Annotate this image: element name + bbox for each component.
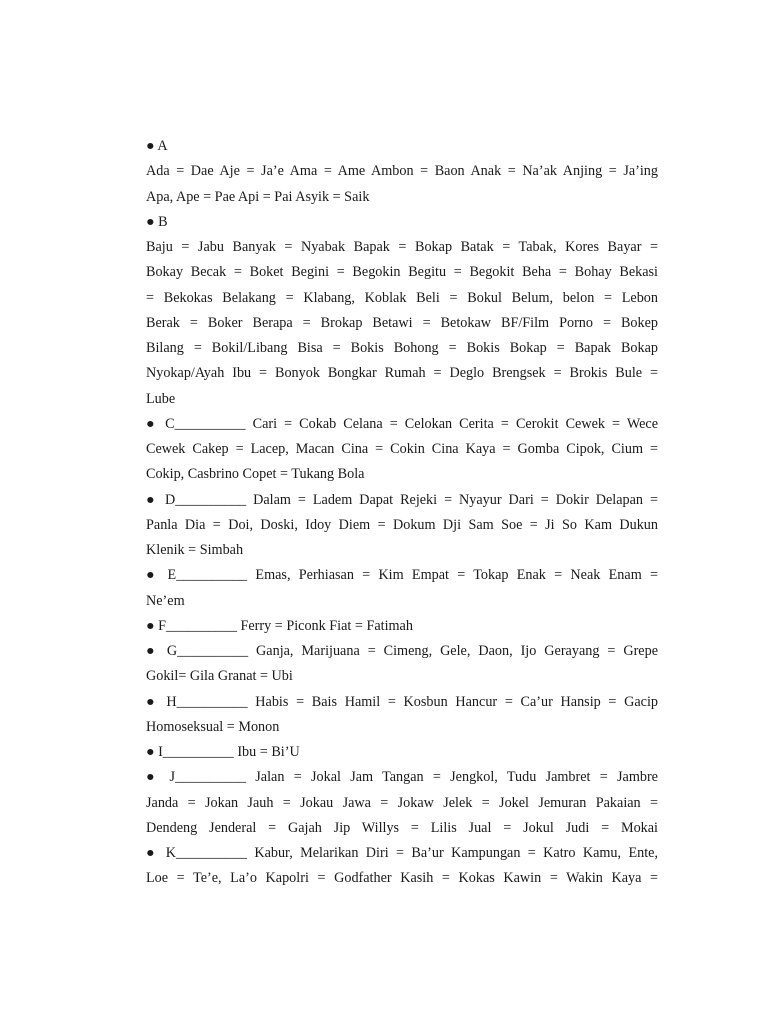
text-line: Cewek Cakep = Lacep, Macan Cina = Cokin Cina Kaya = Gomba Cipok, Cium = xyxy=(146,441,658,457)
text-line: Bilang = Bokil/Libang Bisa = Bokis Bohong = Bokis Bokap = Bapak Bokap xyxy=(146,340,658,356)
text-line: Lube xyxy=(146,390,176,407)
text-line: Ne’em xyxy=(146,592,185,609)
section-i-line: ● I__________ Ibu = Bi’U xyxy=(146,744,300,760)
section-j-line: ● J__________ Jalan = Jokal Jam Tangan = Jengkol, Tudu Jambret = Jambre xyxy=(146,769,658,786)
section-heading-a: ● A xyxy=(146,138,168,154)
text-line: Cokip, Casbrino Copet = Tukang Bola xyxy=(146,466,365,483)
text-line: Homoseksual = Monon xyxy=(146,718,280,735)
section-h-line: ● H__________ Habis = Bais Hamil = Kosbun Hancur = Ca’ur Hansip = Gacip xyxy=(146,693,658,710)
text-line: Baju = Jabu Banyak = Nyabak Bapak = Bokap Batak = Tabak, Kores Bayar = xyxy=(146,239,658,255)
section-c-line: ● C__________ Cari = Cokab Celana = Celokan Cerita = Cerokit Cewek = Wece xyxy=(146,415,658,432)
section-g-line: ● G__________ Ganja, Marijuana = Cimeng, Gele, Daon, Ijo Gerayang = Grepe xyxy=(146,643,658,659)
section-heading-b: ● B xyxy=(146,213,168,230)
text-line: Nyokap/Ayah Ibu = Bonyok Bongkar Rumah = Deglo Brengsek = Brokis Bule = xyxy=(146,365,658,382)
document-page xyxy=(146,134,658,892)
section-e-line: ● E__________ Emas, Perhiasan = Kim Empat = Tokap Enak = Neak Enam = xyxy=(146,567,658,584)
text-line: Loe = Te’e, La’o Kapolri = Godfather Kasih = Kokas Kawin = Wakin Kaya = xyxy=(146,870,658,887)
text-line: Bokay Becak = Boket Begini = Begokin Begitu = Begokit Beha = Bohay Bekasi xyxy=(146,264,658,281)
text-line: Berak = Boker Berapa = Brokap Betawi = Betokaw BF/Film Porno = Bokep xyxy=(146,314,658,331)
text-line: = Bekokas Belakang = Klabang, Koblak Beli = Bokul Belum, belon = Lebon xyxy=(146,289,658,306)
text-line: Apa, Ape = Pae Api = Pai Asyik = Saik xyxy=(146,188,370,205)
section-f-line: ● F__________ Ferry = Piconk Fiat = Fatimah xyxy=(146,617,413,634)
text-line: Janda = Jokan Jauh = Jokau Jawa = Jokaw Jelek = Jokel Jemuran Pakaian = xyxy=(146,794,658,811)
section-d-line: ● D__________ Dalam = Ladem Dapat Rejeki = Nyayur Dari = Dokir Delapan = xyxy=(146,491,658,508)
section-k-line: ● K__________ Kabur, Melarikan Diri = Ba’ur Kampungan = Katro Kamu, Ente, xyxy=(146,845,658,861)
text-line: Klenik = Simbah xyxy=(146,542,244,558)
text-line: Dendeng Jenderal = Gajah Jip Willys = Lilis Jual = Jokul Judi = Mokai xyxy=(146,819,658,836)
text-line: Gokil= Gila Granat = Ubi xyxy=(146,668,293,685)
text-line: Ada = Dae Aje = Ja’e Ama = Ame Ambon = Baon Anak = Na’ak Anjing = Ja’ing xyxy=(146,163,658,180)
text-line: Panla Dia = Doi, Doski, Idoy Diem = Dokum Dji Sam Soe = Ji So Kam Dukun xyxy=(146,516,658,533)
